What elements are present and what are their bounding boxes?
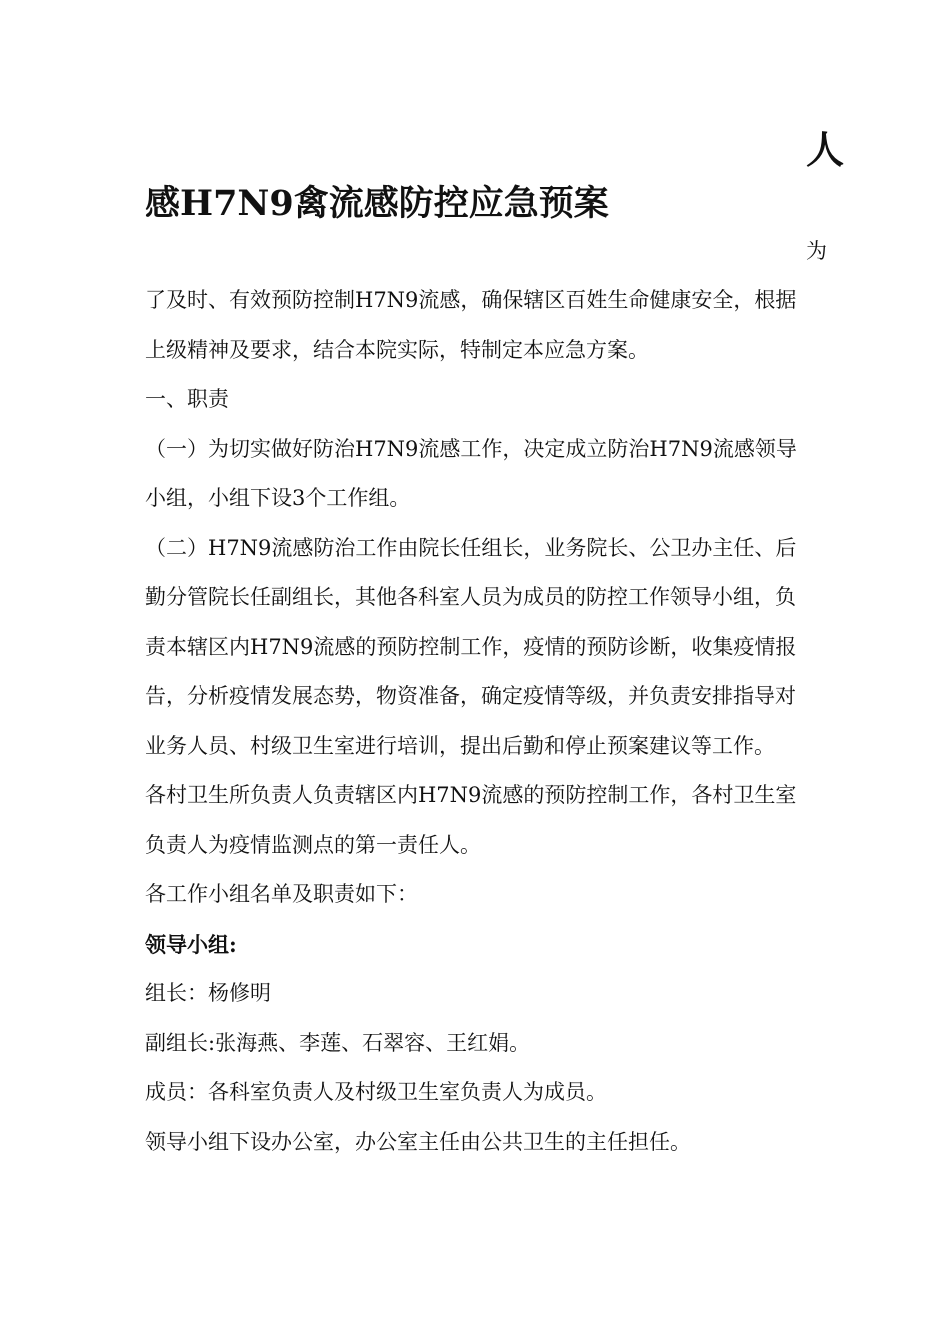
title-fragment: 人: [806, 127, 845, 172]
section-heading-duties: 一、职责: [145, 387, 229, 411]
paragraph-duty-1: （一）为切实做好防治H7N9流感工作，决定成立防治H7N9流感领导小组，小组下设3个工作组。: [145, 436, 797, 510]
paragraph-duty-2: （二）H7N9流感防治工作由院长任组长，业务院长、公卫办主任、后勤分管院长任副组长，其他各科室人员为成员的防控工作领导小组，负责本辖区内H7N9流感的预防控制工作，疫情的预防诊断，收集疫情报告，分析疫情发展态势，物资准备，确定疫情等级，并负责安排指导对业务人员、村级卫生室进行培训，提出后勤和停止预案建议等工作。: [145, 535, 797, 758]
paragraph-office: 领导小组下设办公室，办公室主任由公共卫生的主任担任。: [145, 1129, 691, 1154]
paragraph-group-list-intro: 各工作小组名单及职责如下：: [145, 882, 418, 906]
paragraph-group-leader: 组长：杨修明: [145, 981, 271, 1005]
document-title: 感H7N9禽流感防控应急预案: [145, 183, 609, 224]
document-body: [145, 276, 810, 1167]
paragraph-lead-char: 为: [806, 239, 827, 263]
paragraph-intro: 了及时、有效预防控制H7N9流感，确保辖区百姓生命健康安全，根据上级精神及要求，结合本院实际，特制定本应急方案。: [145, 288, 797, 362]
paragraph-members: 成员：各科室负责人及村级卫生室负责人为成员。: [145, 1080, 607, 1104]
subheading-leading-group: 领导小组:: [145, 931, 237, 957]
paragraph-village-clinics: 各村卫生所负责人负责辖区内H7N9流感的预防控制工作，各村卫生室负责人为疫情监测点的第一责任人。: [145, 783, 797, 857]
paragraph-deputy-leaders: 副组长:张海燕、李莲、石翠容、王红娟。: [145, 1030, 531, 1055]
